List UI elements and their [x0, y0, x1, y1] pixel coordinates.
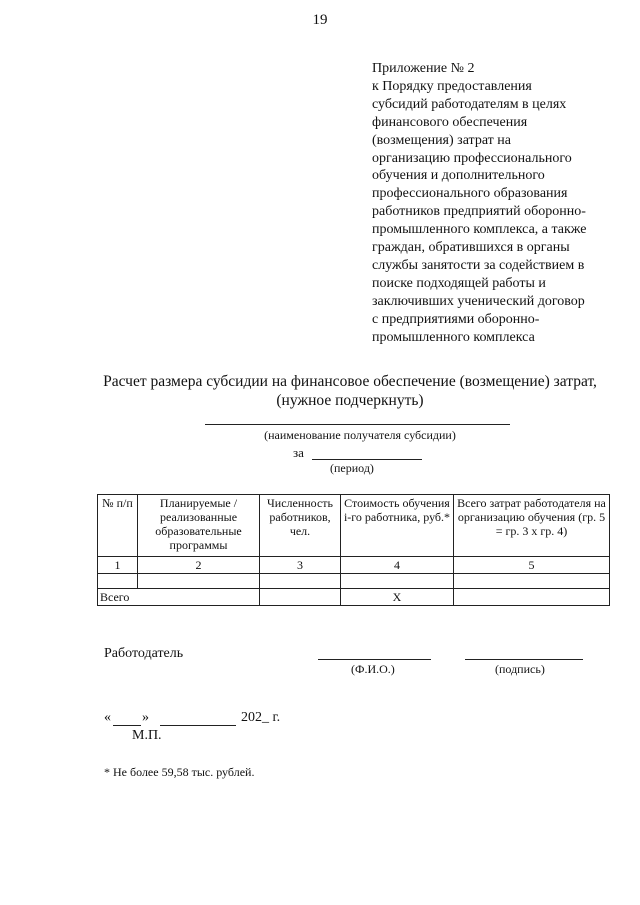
document-title: [0, 372, 640, 410]
signature-caption: (подпись): [495, 662, 545, 676]
table-cell[interactable]: [341, 574, 454, 589]
appendix-line: обучения и дополнительного: [372, 168, 545, 184]
appendix-line: организацию профессионального: [372, 150, 572, 166]
column-number-cell: 5: [454, 557, 610, 574]
appendix-line: Приложение № 2: [372, 61, 475, 76]
period-line[interactable]: [312, 459, 422, 460]
period-prefix: за: [293, 445, 304, 460]
date-month-line[interactable]: [160, 725, 236, 726]
appendix-line: граждан, обратившихся в органы: [372, 240, 570, 256]
total-cell[interactable]: [454, 589, 610, 606]
employer-label: Работодатель: [104, 646, 184, 661]
column-number-cell: 1: [98, 557, 138, 574]
table-cell[interactable]: [454, 574, 610, 589]
appendix-line: профессионального образования: [372, 186, 568, 202]
date-open-quote: «: [104, 710, 111, 725]
stamp-label: М.П.: [132, 728, 162, 743]
appendix-line: субсидий работодателям в целях: [372, 96, 567, 112]
total-cell: [260, 589, 341, 606]
appendix-line: к Порядку предоставления: [372, 78, 532, 94]
recipient-name-line[interactable]: [205, 424, 510, 425]
appendix-line: промышленного комплекса, а также: [372, 222, 587, 238]
column-number-cell: 4: [341, 557, 454, 574]
fio-caption: (Ф.И.О.): [351, 662, 395, 676]
table-cell[interactable]: [98, 574, 138, 589]
footnote: * Не более 59,58 тыс. рублей.: [104, 765, 255, 779]
title-line-1: Расчет размера субсидии на финансовое обеспечение (возмещение) затрат,: [103, 373, 597, 390]
title-line-2: (нужное подчеркнуть): [276, 392, 424, 409]
appendix-line: поиске подходящей работы и: [372, 275, 546, 291]
appendix-line: (возмещения) затрат на: [372, 132, 512, 148]
total-label: Всего: [98, 589, 260, 606]
table-row: [98, 574, 610, 589]
recipient-caption: (наименование получателя субсидии): [264, 428, 456, 442]
table-cell[interactable]: [138, 574, 260, 589]
page-number: 19: [312, 12, 328, 28]
appendix-line: с предприятиями оборонно-: [372, 311, 540, 327]
table-header-row: [98, 495, 610, 557]
header-cell: Стоимость обучения i-го работника, руб.*: [341, 495, 454, 557]
header-cell: Численность работников, чел.: [260, 495, 341, 557]
calculation-table: [97, 494, 610, 606]
appendix-line: службы занятости за содействием в: [372, 257, 585, 273]
appendix-line: финансового обеспечения: [372, 114, 528, 130]
header-cell: № п/п: [98, 495, 138, 557]
appendix-header: [372, 60, 587, 347]
column-number-cell: 2: [138, 557, 260, 574]
total-row: [98, 589, 610, 606]
date-day-line[interactable]: [113, 725, 141, 726]
total-cell-x: X: [341, 589, 454, 606]
fio-line[interactable]: [318, 659, 431, 660]
column-number-row: [98, 557, 610, 574]
table-cell[interactable]: [260, 574, 341, 589]
date-close-quote: »: [142, 710, 149, 725]
date-year: 202_ г.: [241, 710, 281, 725]
header-cell: Планируемые / реализованные образовательные программы: [138, 495, 260, 557]
column-number-cell: 3: [260, 557, 341, 574]
signature-line[interactable]: [465, 659, 583, 660]
period-caption: (период): [330, 461, 374, 475]
appendix-line: промышленного комплекса: [372, 329, 535, 345]
appendix-line: заключивших ученический договор: [372, 293, 585, 309]
header-cell: Всего затрат работодателя на организацию обучения (гр. 5 = гр. 3 x гр. 4): [454, 495, 610, 557]
appendix-line: работников предприятий оборонно-: [372, 204, 586, 220]
